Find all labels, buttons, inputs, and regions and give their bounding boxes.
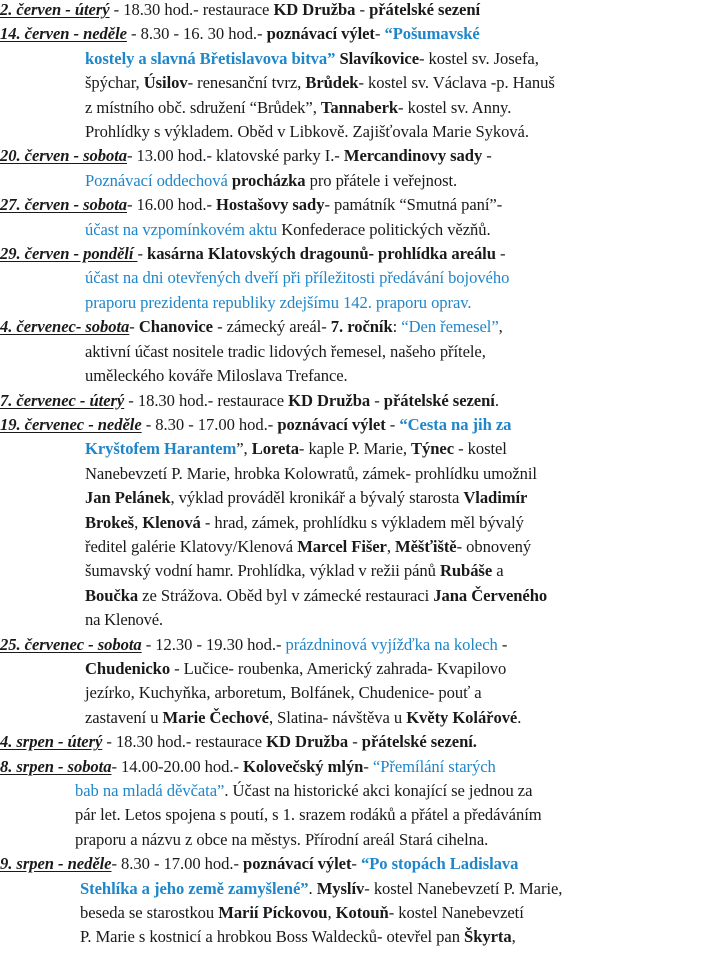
text-run: , výklad prováděl kronikář a bývalý starosta <box>170 488 464 508</box>
text-run: . Účast na historické akci konající se jednou za <box>224 781 533 800</box>
text-run: jezírko, Kuchyňka, arboretum, Bolfánek, Chudenice- pouť a <box>85 683 482 703</box>
event-entry-20-cerven <box>0 144 705 193</box>
place-name: Loreta <box>251 439 299 459</box>
event-title: účast na vzpomínkovém aktu <box>85 219 278 239</box>
event-title: Poznávací oddechová <box>85 170 232 190</box>
text-run: - 18.30 hod.- restaurace <box>124 390 289 410</box>
person-name: Marie Čechové <box>162 707 269 727</box>
text-run: P. Marie s kostnicí a hrobkou Boss Waldecků- otevřel pan <box>80 927 465 947</box>
text-run: - 18.30 hod.- restaurace <box>102 732 267 752</box>
text-run: - obnovený <box>456 536 532 556</box>
event-name: přátelské sezení <box>383 390 495 410</box>
text-run: - kostel sv. Václava -p. Hanuš <box>358 73 555 93</box>
text-line <box>0 852 705 876</box>
place-name: Týnec <box>411 439 455 459</box>
place-name: Mercandinovy sady <box>343 146 483 166</box>
event-title: prázdninová vyjížďka na kolech <box>285 634 498 654</box>
event-date: 7. červenec - úterý <box>0 390 125 410</box>
venue-name: KD Družba <box>273 0 356 19</box>
person-name: Rubáše <box>439 561 493 581</box>
event-date: 20. červen - sobota <box>0 146 127 166</box>
text-run: uměleckého kováře Miloslava Trefance. <box>85 366 348 386</box>
text-line <box>0 877 705 901</box>
text-run: , <box>327 903 336 923</box>
text-run: šumavský vodní hamr. Prohlídka, výklad v režii pánů <box>85 561 440 581</box>
text-line <box>0 193 705 217</box>
venue-name: KD Družba <box>266 732 349 752</box>
place-name: Chanovice <box>138 317 213 337</box>
text-run: - 18.30 hod.- restaurace <box>109 0 274 19</box>
text-line <box>0 218 705 242</box>
text-run: , <box>511 927 516 947</box>
place-name: Hostašovy sady <box>216 195 325 215</box>
text-line <box>0 413 705 437</box>
event-title: bab na mladá děvčata” <box>75 781 225 800</box>
text-run: ze Strážova. Oběd byl v zámecké restauraci <box>138 585 434 605</box>
place-name: Kotouň <box>335 903 389 923</box>
text-run: - 16.00 hod.- <box>126 195 217 215</box>
text-line <box>0 511 705 535</box>
place-name: kasárna Klatovských dragounů- prohlídka areálu <box>147 244 496 264</box>
person-name: Škyrta <box>464 927 512 947</box>
text-run: pár let. Letos spojena s poutí, s 1. srazem rodáků a přátel a předáváním <box>75 805 542 825</box>
text-run: - 8.30 - 17.00 hod.- <box>141 414 278 434</box>
text-run: - kostel Nanebevzetí <box>388 903 524 923</box>
text-line <box>0 47 705 71</box>
event-name: přátelské sezení. <box>361 732 477 752</box>
text-run: praporu a názvu z obce na městys. Přírodní areál Stará cihelna. <box>75 829 489 849</box>
text-line <box>0 779 705 803</box>
text-run: pro přátele i veřejnost. <box>305 170 458 190</box>
text-line <box>0 315 705 339</box>
text-line <box>0 584 705 608</box>
text-run: - <box>497 634 508 654</box>
text-line <box>0 828 705 852</box>
person-name: Jana Červeného <box>433 585 548 605</box>
text-run: - <box>370 390 384 410</box>
event-entry-14-cerven <box>0 22 705 144</box>
text-run: , <box>134 512 143 532</box>
text-line <box>0 169 705 193</box>
text-run: - hrad, zámek, prohlídku s výkladem měl bývalý <box>200 512 524 532</box>
text-run: - kostel Nanebevzetí P. Marie, <box>364 878 563 898</box>
text-run: - <box>351 854 361 874</box>
text-run: . <box>494 390 499 410</box>
text-run: špýchar, <box>85 73 144 93</box>
text-line <box>0 730 705 754</box>
event-name: přátelské sezení <box>369 0 481 19</box>
text-run: - kostel sv. Anny. <box>398 97 512 117</box>
text-line <box>0 242 705 266</box>
text-run: - <box>129 317 139 337</box>
event-date: 25. červenec - sobota <box>0 634 142 654</box>
event-date: 9. srpen - neděle <box>0 854 112 874</box>
event-date: 8. srpen - sobota <box>0 756 112 776</box>
text-line <box>0 486 705 510</box>
text-run: . <box>308 878 317 898</box>
event-title: “Cesta na jih za <box>399 414 512 434</box>
event-title: “Po stopách Ladislava <box>360 854 519 874</box>
event-title: účast na dni otevřených dveří při příležitosti předávání bojového <box>85 268 510 288</box>
text-run: na Klenové. <box>85 610 163 630</box>
text-run: - památník “Smutná paní”- <box>324 195 503 215</box>
event-entry-29-cerven <box>0 242 705 315</box>
event-entry-19-cervenec <box>0 413 705 633</box>
person-name: Brokeš <box>85 512 135 532</box>
text-run: z místního obč. sdružení “Brůdek”, <box>85 97 321 117</box>
place-name: Kolovečský mlýn <box>243 756 364 776</box>
text-line <box>0 925 705 949</box>
text-run: - <box>495 244 506 264</box>
place-name: Chudenicko <box>85 658 171 678</box>
event-title: praporu prezidenta republiky zdejšímu 142. praporu oprav. <box>85 292 472 312</box>
text-run: - 13.00 hod.- klatovské parky I.- <box>126 146 344 166</box>
text-line <box>0 706 705 730</box>
place-name: Tannaberk <box>320 97 399 117</box>
person-name: Jan Pelánek <box>85 488 171 508</box>
event-type: poznávací výlet <box>266 24 375 44</box>
place-name: Slavíkovice <box>339 48 419 68</box>
person-name: Vladimír <box>463 488 528 508</box>
event-entry-25-cervenec <box>0 633 705 731</box>
text-line <box>0 755 705 779</box>
text-run: aktivní účast nositele tradic lidových řemesel, našeho přítele, <box>85 341 486 361</box>
text-line <box>0 340 705 364</box>
text-line <box>0 0 705 22</box>
text-run: zastavení u <box>85 707 163 727</box>
text-run: - Lučice- roubenka, Americký zahrada- Kvapilovo <box>170 658 507 678</box>
text-line <box>0 633 705 657</box>
edition-label: 7. ročník <box>330 317 393 337</box>
text-line <box>0 608 705 632</box>
text-run: - 12.30 - 19.30 hod.- <box>141 634 286 654</box>
text-run: - <box>348 732 362 752</box>
event-date: 19. červenec - neděle <box>0 414 142 434</box>
text-line <box>0 144 705 168</box>
event-title: kostely a slavná Břetislavova bitva” <box>85 48 336 68</box>
text-run: beseda se starostkou <box>80 903 219 923</box>
text-run: , <box>498 317 503 337</box>
text-line <box>0 657 705 681</box>
venue-name: KD Družba <box>288 390 371 410</box>
event-date: 29. červen - pondělí <box>0 244 138 264</box>
text-run: - 8.30 - 16. 30 hod.- <box>126 24 267 44</box>
text-run: Prohlídky s výkladem. Oběd v Libkově. Zajišťovala Marie Syková. <box>85 122 529 142</box>
event-title: “Den řemesel” <box>401 317 499 337</box>
place-name: Myslív <box>316 878 365 898</box>
place-name: Klenová <box>142 512 201 532</box>
text-run: - 14.00-20.00 hod.- <box>111 756 244 776</box>
text-line <box>0 120 705 144</box>
text-line <box>0 681 705 705</box>
person-name: Marcel Fišer <box>297 536 387 556</box>
text-line <box>0 901 705 925</box>
event-type: procházka <box>231 170 306 190</box>
text-line <box>0 71 705 95</box>
text-run: - renesanční tvrz, <box>187 73 306 93</box>
event-title: Kryštofem Harantem <box>85 439 237 459</box>
text-run: Konfederace politických vězňů. <box>277 219 491 239</box>
text-run: - kostel <box>454 439 507 459</box>
event-entry-2-cerven <box>0 0 705 22</box>
text-run: . <box>517 707 522 727</box>
text-run: : <box>392 317 402 337</box>
text-line <box>0 96 705 120</box>
event-title: “Pošumavské <box>384 24 480 44</box>
text-line <box>0 559 705 583</box>
text-run: - 8.30 - 17.00 hod.- <box>111 854 244 874</box>
text-line <box>0 364 705 388</box>
text-run: a <box>492 561 504 581</box>
text-run: - <box>363 756 373 776</box>
text-run: ”, <box>236 439 252 459</box>
text-run: , Slatina- návštěva u <box>268 707 407 727</box>
event-date: 2. červen - úterý <box>0 0 110 19</box>
event-type: poznávací výlet <box>243 854 352 874</box>
text-line <box>0 437 705 461</box>
text-line <box>0 266 705 290</box>
text-line <box>0 803 705 827</box>
person-name: Marií Píckovou <box>218 903 328 923</box>
text-run: - <box>355 0 370 19</box>
event-title: “Přemílání starých <box>372 756 496 776</box>
text-run: - kostel sv. Josefa, <box>419 48 539 68</box>
person-name: Boučka <box>85 585 139 605</box>
place-name: Brůdek <box>305 73 359 93</box>
text-line <box>0 22 705 46</box>
text-run: Nanebevzetí P. Marie, hrobka Kolowratů, zámek- prohlídku umožnil <box>85 463 537 483</box>
text-run: - <box>374 24 385 44</box>
text-run: ředitel galérie Klatovy/Klenová <box>85 536 298 556</box>
text-line <box>0 535 705 559</box>
text-run: - zámecký areál- <box>213 317 331 337</box>
event-date: 14. červen - neděle <box>0 24 127 44</box>
event-entry-27-cerven <box>0 193 705 242</box>
person-name: Květy Kolářové <box>406 707 518 727</box>
text-run: - <box>385 414 400 434</box>
text-line <box>0 389 705 413</box>
event-entry-4-cervenec <box>0 315 705 388</box>
text-run: - <box>482 146 492 166</box>
event-entry-8-srpen <box>0 755 705 853</box>
text-run: , <box>386 536 396 556</box>
place-name: Úsilov <box>143 73 188 93</box>
event-entry-7-cervenec <box>0 389 705 413</box>
text-run: - kaple P. Marie, <box>298 439 412 459</box>
text-line <box>0 291 705 315</box>
event-entry-9-srpen <box>0 852 705 950</box>
text-run: - <box>137 244 148 264</box>
text-line <box>0 462 705 486</box>
event-date: 4. červenec- sobota <box>0 317 130 337</box>
place-name: Měšťiště <box>395 536 457 556</box>
event-date: 4. srpen - úterý <box>0 732 103 752</box>
event-date: 27. červen - sobota <box>0 195 127 215</box>
event-type: poznávací výlet <box>277 414 386 434</box>
event-entry-4-srpen <box>0 730 705 754</box>
event-title: Stehlíka a jeho země zamyšlené” <box>80 878 309 898</box>
